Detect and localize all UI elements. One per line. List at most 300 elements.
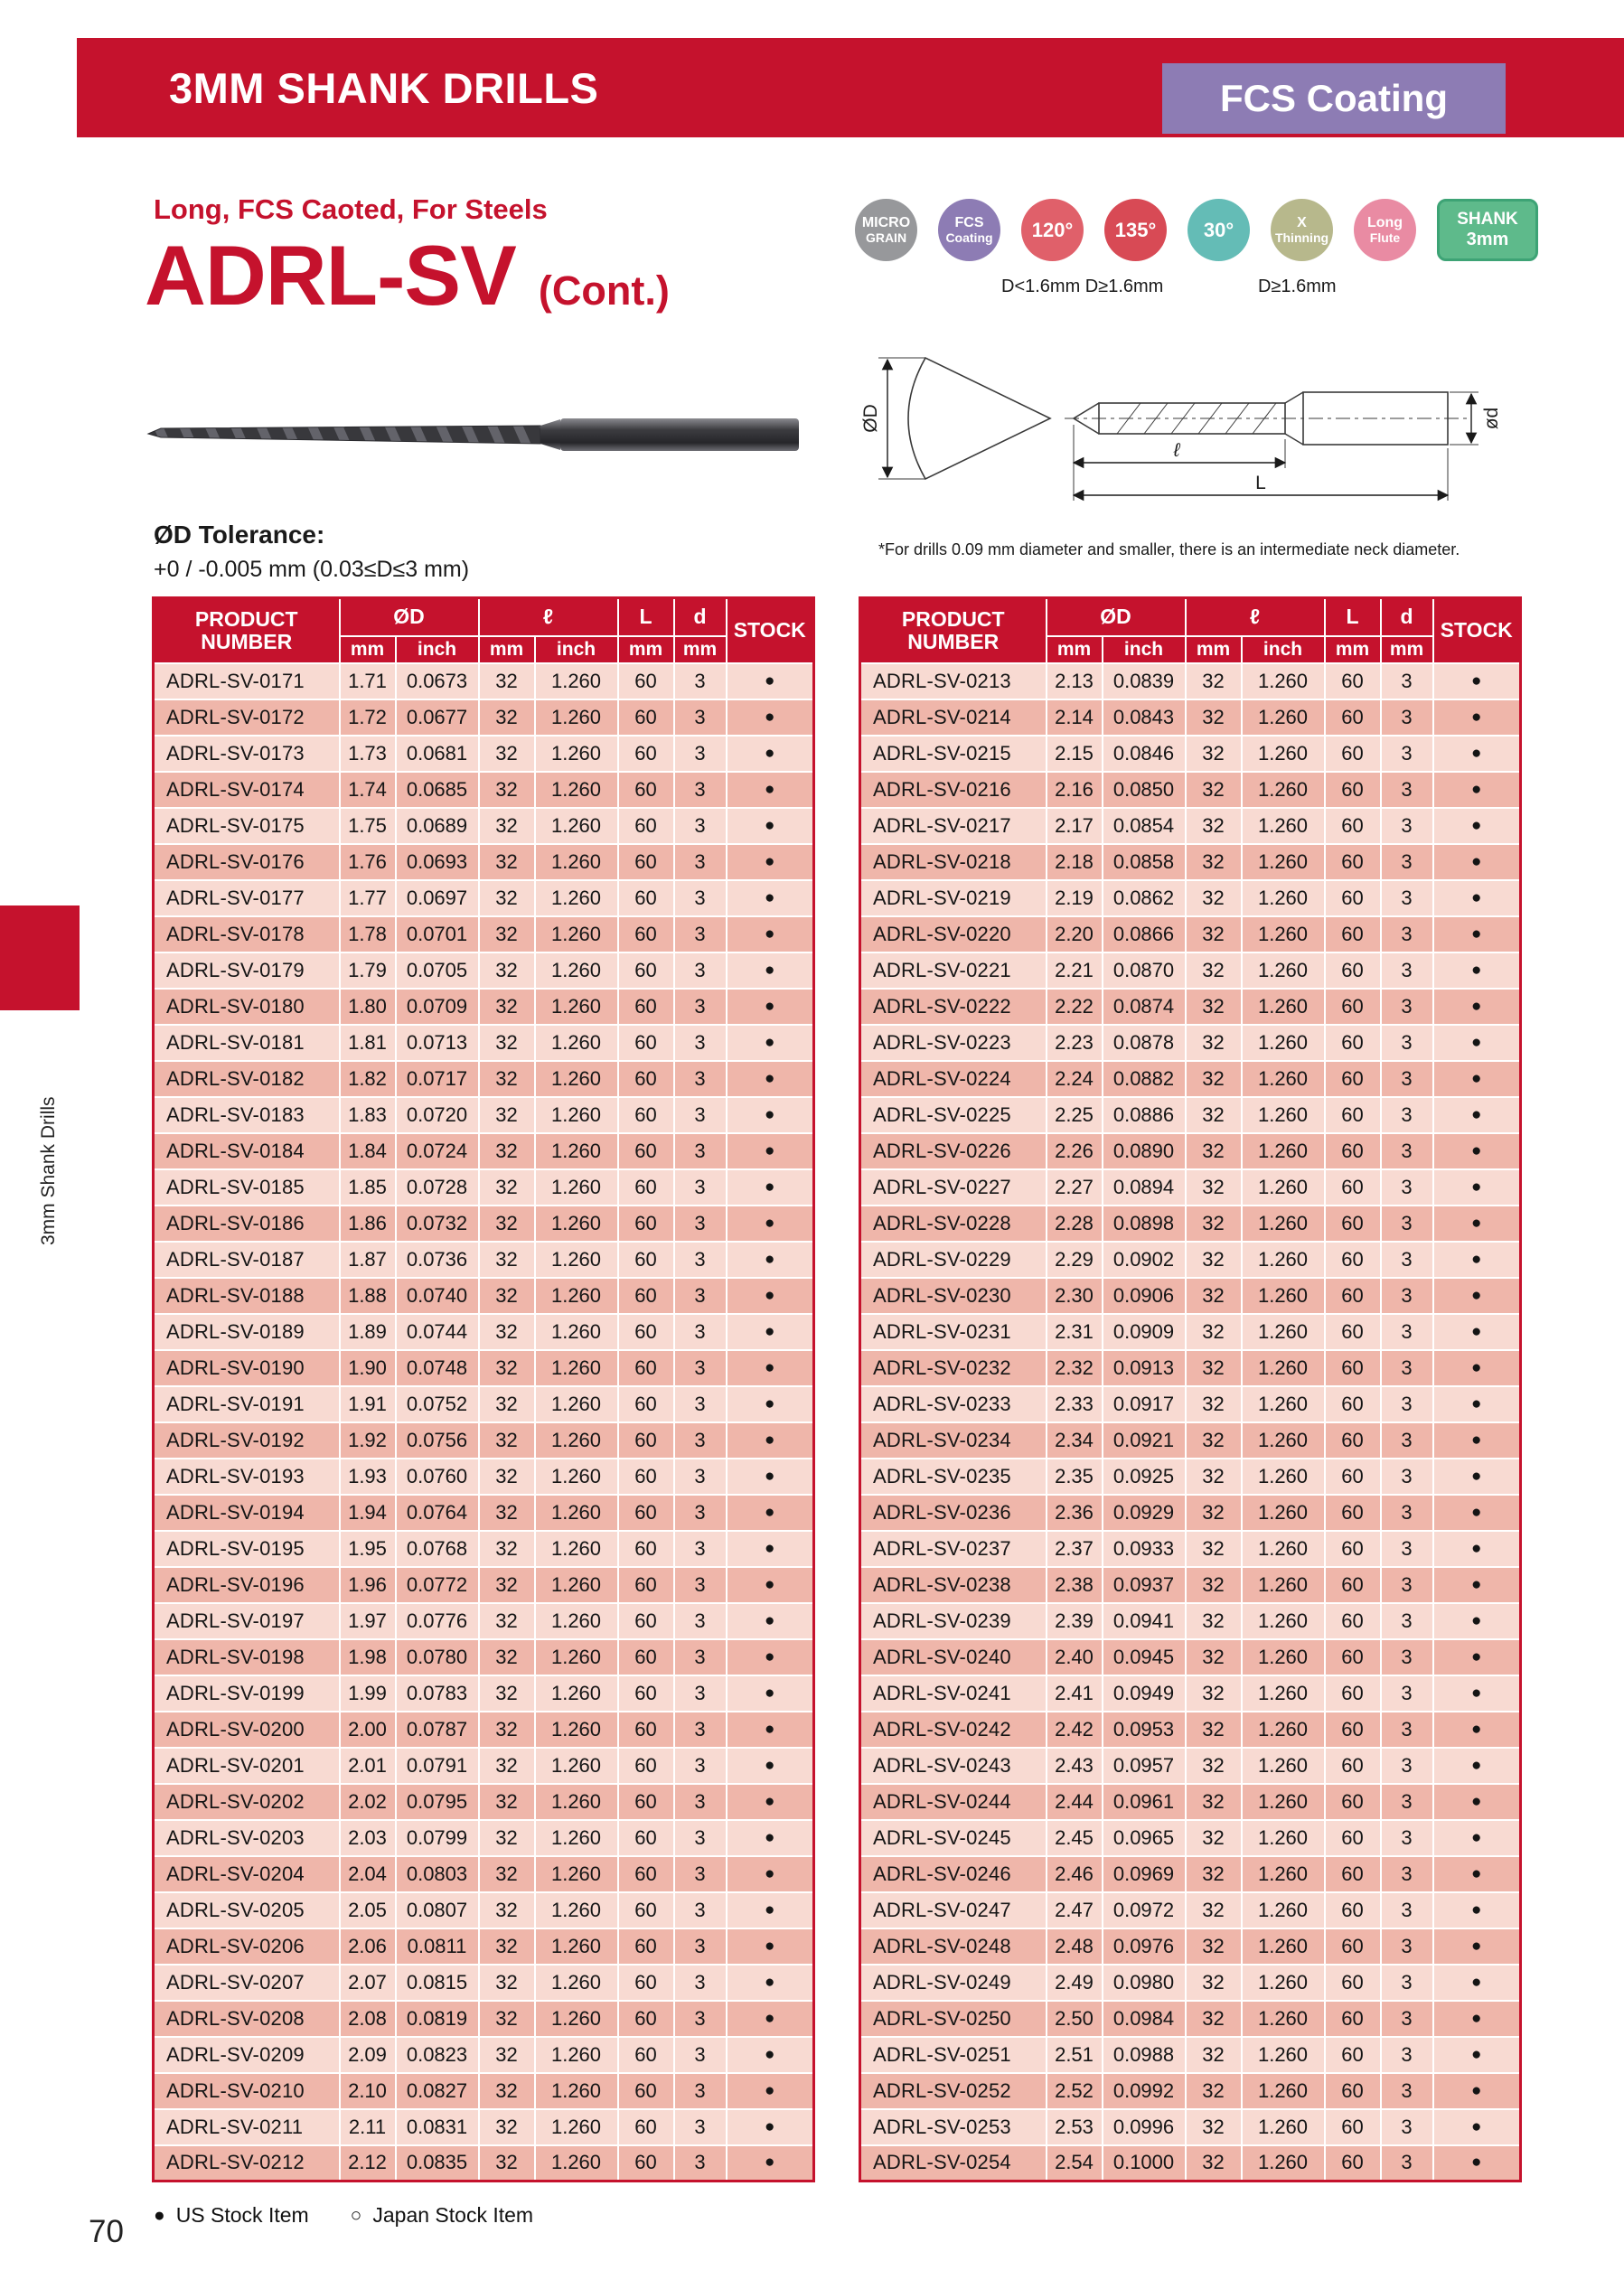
product-number-cell: ADRL-SV-0178 [154, 916, 340, 952]
product-number-cell: ADRL-SV-0202 [154, 1784, 340, 1820]
spec-value-cell: 1.260 [1242, 736, 1325, 772]
spec-value-cell: 1.260 [1242, 1386, 1325, 1422]
table-row [860, 1169, 1521, 1206]
product-number-cell: ADRL-SV-0214 [860, 699, 1047, 736]
spec-value-cell: 32 [479, 2073, 535, 2109]
table-row [154, 880, 814, 916]
stock-dot: ● [1433, 1169, 1521, 1206]
stock-dot: ● [1433, 1748, 1521, 1784]
spec-value-cell: 2.03 [340, 1820, 396, 1856]
table-row [860, 1639, 1521, 1675]
spec-value-cell: 60 [1325, 916, 1381, 952]
spec-value-cell: 0.0819 [396, 2001, 479, 2037]
spec-value-cell: 60 [1325, 1459, 1381, 1495]
spec-value-cell: 1.260 [535, 916, 618, 952]
spec-value-cell: 1.260 [535, 1820, 618, 1856]
table-row [860, 1603, 1521, 1639]
spec-value-cell: 60 [1325, 1242, 1381, 1278]
spec-value-cell: 32 [1186, 2109, 1242, 2145]
spec-value-cell: 3 [674, 1965, 727, 2001]
spec-value-cell: 1.260 [1242, 1097, 1325, 1133]
spec-value-cell: 0.0972 [1103, 1892, 1186, 1928]
spec-value-cell: 32 [479, 1748, 535, 1784]
spec-value-cell: 0.0728 [396, 1169, 479, 1206]
spec-value-cell: 32 [479, 952, 535, 989]
spec-value-cell: 0.0732 [396, 1206, 479, 1242]
spec-value-cell: 32 [1186, 1495, 1242, 1531]
stock-dot: ● [727, 1856, 814, 1892]
table-row [154, 1133, 814, 1169]
table-row [860, 2145, 1521, 2181]
spec-value-cell: 60 [618, 1061, 674, 1097]
spec-value-cell: 2.44 [1047, 1784, 1103, 1820]
page-number: 70 [89, 2214, 124, 2249]
spec-value-cell: 1.91 [340, 1386, 396, 1422]
spec-value-cell: 32 [479, 1133, 535, 1169]
stock-dot: ● [1433, 1495, 1521, 1531]
product-number-cell: ADRL-SV-0228 [860, 1206, 1047, 1242]
spec-value-cell: 2.21 [1047, 952, 1103, 989]
spec-value-cell: 1.83 [340, 1097, 396, 1133]
stock-dot: ● [727, 1892, 814, 1928]
point-angle-note: D<1.6mm D≥1.6mm [1001, 277, 1164, 296]
thinning-note: D≥1.6mm [1258, 277, 1337, 296]
product-number-cell: ADRL-SV-0229 [860, 1242, 1047, 1278]
feature-label-bottom: GRAIN [865, 230, 907, 245]
table-row [154, 1712, 814, 1748]
spec-value-cell: 1.260 [1242, 1495, 1325, 1531]
spec-value-cell: 3 [674, 736, 727, 772]
spec-value-cell: 1.260 [1242, 2073, 1325, 2109]
spec-value-cell: 2.34 [1047, 1422, 1103, 1459]
product-number-cell: ADRL-SV-0173 [154, 736, 340, 772]
spec-value-cell: 1.260 [535, 1856, 618, 1892]
spec-value-cell: 3 [1381, 1567, 1433, 1603]
spec-value-cell: 32 [479, 1097, 535, 1133]
micro-grain-icon [855, 199, 917, 261]
spec-value-cell: 3 [674, 1675, 727, 1712]
spec-value-cell: 1.260 [535, 699, 618, 736]
spec-value-cell: 1.260 [1242, 1567, 1325, 1603]
product-number-cell: ADRL-SV-0176 [154, 844, 340, 880]
spec-value-cell: 3 [674, 1025, 727, 1061]
spec-value-cell: 60 [1325, 1675, 1381, 1712]
spec-value-cell: 0.0909 [1103, 1314, 1186, 1350]
spec-value-cell: 1.260 [535, 736, 618, 772]
spec-value-cell: 3 [674, 1531, 727, 1567]
spec-value-cell: 3 [1381, 2073, 1433, 2109]
spec-value-cell: 3 [1381, 2037, 1433, 2073]
series-name: ADRL-SV [145, 228, 516, 323]
spec-value-cell: 60 [1325, 1314, 1381, 1350]
spec-value-cell: 1.260 [1242, 1278, 1325, 1314]
spec-value-cell: 3 [1381, 1531, 1433, 1567]
spec-value-cell: 0.0697 [396, 880, 479, 916]
spec-value-cell: 3 [1381, 1459, 1433, 1495]
spec-value-cell: 3 [674, 1169, 727, 1206]
spec-value-cell: 0.0783 [396, 1675, 479, 1712]
spec-value-cell: 1.260 [535, 1314, 618, 1350]
spec-value-cell: 32 [1186, 1169, 1242, 1206]
spec-value-cell: 1.260 [1242, 2037, 1325, 2073]
spec-value-cell: 60 [618, 1422, 674, 1459]
spec-value-cell: 0.0795 [396, 1784, 479, 1820]
spec-value-cell: 60 [618, 1206, 674, 1242]
stock-dot: ● [727, 1965, 814, 2001]
spec-value-cell: 1.260 [1242, 1639, 1325, 1675]
spec-value-cell: 60 [1325, 952, 1381, 989]
spec-value-cell: 0.0890 [1103, 1133, 1186, 1169]
spec-value-cell: 3 [674, 2037, 727, 2073]
spec-value-cell: 60 [1325, 1928, 1381, 1965]
spec-value-cell: 2.06 [340, 1928, 396, 1965]
spec-value-cell: 2.38 [1047, 1567, 1103, 1603]
diagram-footnote: *For drills 0.09 mm diameter and smaller, there is an intermediate neck diameter. [878, 540, 1460, 558]
diagram-flute-label: ℓ [1173, 440, 1180, 461]
spec-value-cell: 32 [1186, 1350, 1242, 1386]
stock-dot: ● [727, 1025, 814, 1061]
spec-value-cell: 60 [1325, 1531, 1381, 1567]
table-row [154, 1386, 814, 1422]
stock-dot: ● [1433, 1820, 1521, 1856]
spec-value-cell: 1.260 [535, 1097, 618, 1133]
spec-value-cell: 32 [479, 663, 535, 699]
spec-value-cell: 32 [479, 1892, 535, 1928]
product-number-cell: ADRL-SV-0204 [154, 1856, 340, 1892]
spec-value-cell: 3 [1381, 1892, 1433, 1928]
spec-value-cell: 60 [618, 2145, 674, 2181]
spec-value-cell: 1.260 [1242, 1459, 1325, 1495]
spec-value-cell: 60 [1325, 1422, 1381, 1459]
spec-value-cell: 60 [1325, 1856, 1381, 1892]
spec-value-cell: 3 [1381, 1856, 1433, 1892]
spec-value-cell: 32 [479, 772, 535, 808]
spec-value-cell: 0.0969 [1103, 1856, 1186, 1892]
unit-header: inch [1103, 636, 1186, 663]
spec-value-cell: 2.13 [1047, 663, 1103, 699]
spec-value-cell: 60 [618, 808, 674, 844]
product-number-cell: ADRL-SV-0221 [860, 952, 1047, 989]
stock-dot: ● [1433, 1892, 1521, 1928]
spec-value-cell: 1.260 [535, 1061, 618, 1097]
product-number-cell: ADRL-SV-0227 [860, 1169, 1047, 1206]
spec-value-cell: 32 [1186, 1242, 1242, 1278]
table-row [860, 1712, 1521, 1748]
spec-value-cell: 32 [479, 1061, 535, 1097]
spec-value-cell: 60 [618, 2073, 674, 2109]
unit-header: mm [1381, 636, 1433, 663]
table-row [860, 880, 1521, 916]
spec-value-cell: 1.76 [340, 844, 396, 880]
spec-value-cell: 3 [1381, 1748, 1433, 1784]
spec-value-cell: 0.0866 [1103, 916, 1186, 952]
table-row [860, 1025, 1521, 1061]
spec-value-cell: 1.260 [1242, 1965, 1325, 2001]
spec-value-cell: 1.260 [1242, 1206, 1325, 1242]
spec-value-cell: 0.0984 [1103, 2001, 1186, 2037]
stock-dot: ● [727, 1169, 814, 1206]
stock-dot: ● [1433, 1025, 1521, 1061]
spec-value-cell: 0.0740 [396, 1278, 479, 1314]
stock-dot: ● [727, 952, 814, 989]
product-number-cell: ADRL-SV-0183 [154, 1097, 340, 1133]
product-number-cell: ADRL-SV-0208 [154, 2001, 340, 2037]
spec-value-cell: 2.01 [340, 1748, 396, 1784]
unit-header: mm [340, 636, 396, 663]
spec-value-cell: 1.74 [340, 772, 396, 808]
stock-dot: ● [1433, 1206, 1521, 1242]
spec-value-cell: 2.36 [1047, 1495, 1103, 1531]
diagram-od-label: ØD [860, 404, 881, 433]
spec-value-cell: 32 [479, 1350, 535, 1386]
spec-value-cell: 0.0917 [1103, 1386, 1186, 1422]
product-number-cell: ADRL-SV-0241 [860, 1675, 1047, 1712]
spec-value-cell: 32 [479, 1567, 535, 1603]
table-row [154, 736, 814, 772]
spec-value-cell: 1.260 [535, 1169, 618, 1206]
stock-dot: ● [727, 2037, 814, 2073]
spec-value-cell: 1.260 [535, 1748, 618, 1784]
spec-value-cell: 3 [1381, 2109, 1433, 2145]
stock-dot: ● [1433, 663, 1521, 699]
stock-dot: ● [727, 1061, 814, 1097]
spec-value-cell: 60 [618, 1025, 674, 1061]
spec-value-cell: 2.48 [1047, 1928, 1103, 1965]
spec-value-cell: 0.0839 [1103, 663, 1186, 699]
spec-value-cell: 1.260 [1242, 2109, 1325, 2145]
spec-value-cell: 3 [674, 844, 727, 880]
spec-value-cell: 32 [479, 1495, 535, 1531]
table-row [860, 1675, 1521, 1712]
spec-value-cell: 0.0858 [1103, 844, 1186, 880]
table-row [154, 1061, 814, 1097]
unit-header: mm [1325, 636, 1381, 663]
spec-value-cell: 32 [1186, 1675, 1242, 1712]
spec-value-cell: 2.05 [340, 1892, 396, 1928]
spec-value-cell: 3 [674, 1386, 727, 1422]
unit-header: mm [1047, 636, 1103, 663]
spec-value-cell: 60 [1325, 844, 1381, 880]
unit-header: inch [1242, 636, 1325, 663]
spec-value-cell: 1.260 [1242, 1856, 1325, 1892]
product-number-cell: ADRL-SV-0235 [860, 1459, 1047, 1495]
spec-value-cell: 0.0988 [1103, 2037, 1186, 2073]
spec-value-cell: 1.260 [535, 1459, 618, 1495]
helix-angle-30-icon [1187, 199, 1250, 261]
spec-value-cell: 32 [1186, 1748, 1242, 1784]
table-row [860, 1097, 1521, 1133]
spec-value-cell: 32 [479, 1386, 535, 1422]
col-stock-header: STOCK [727, 598, 814, 663]
product-number-cell: ADRL-SV-0249 [860, 1965, 1047, 2001]
spec-value-cell: 2.54 [1047, 2145, 1103, 2181]
spec-value-cell: 1.99 [340, 1675, 396, 1712]
stock-dot: ● [1433, 1639, 1521, 1675]
spec-value-cell: 3 [1381, 1603, 1433, 1639]
spec-value-cell: 1.85 [340, 1169, 396, 1206]
stock-dot: ● [1433, 2073, 1521, 2109]
spec-value-cell: 32 [479, 880, 535, 916]
feature-label-bottom: Flute [1369, 230, 1401, 245]
product-number-cell: ADRL-SV-0184 [154, 1133, 340, 1169]
product-number-cell: ADRL-SV-0201 [154, 1748, 340, 1784]
stock-dot: ● [1433, 1784, 1521, 1820]
spec-value-cell: 3 [674, 2145, 727, 2181]
table-row [154, 1965, 814, 2001]
spec-value-cell: 32 [479, 1965, 535, 2001]
spec-value-cell: 60 [1325, 1784, 1381, 1820]
stock-dot: ● [1433, 1712, 1521, 1748]
spec-value-cell: 3 [674, 989, 727, 1025]
spec-value-cell: 3 [1381, 699, 1433, 736]
product-number-cell: ADRL-SV-0187 [154, 1242, 340, 1278]
spec-value-cell: 1.78 [340, 916, 396, 952]
product-number-cell: ADRL-SV-0243 [860, 1748, 1047, 1784]
feature-label-bottom: Thinning [1274, 230, 1329, 245]
spec-value-cell: 60 [618, 1712, 674, 1748]
spec-value-cell: 3 [674, 1242, 727, 1278]
table-row [860, 989, 1521, 1025]
spec-value-cell: 1.260 [1242, 1820, 1325, 1856]
table-row [154, 1025, 814, 1061]
table-row [860, 844, 1521, 880]
spec-value-cell: 32 [1186, 1603, 1242, 1639]
spec-value-cell: 0.0965 [1103, 1820, 1186, 1856]
table-row [154, 1278, 814, 1314]
spec-value-cell: 0.0780 [396, 1639, 479, 1675]
table-row [154, 1495, 814, 1531]
spec-value-cell: 32 [479, 1639, 535, 1675]
product-number-cell: ADRL-SV-0216 [860, 772, 1047, 808]
stock-dot: ● [727, 1242, 814, 1278]
product-number-cell: ADRL-SV-0192 [154, 1422, 340, 1459]
col-oal-header: L [618, 598, 674, 636]
spec-value-cell: 0.0906 [1103, 1278, 1186, 1314]
spec-value-cell: 3 [674, 1784, 727, 1820]
spec-value-cell: 2.22 [1047, 989, 1103, 1025]
spec-value-cell: 32 [479, 1712, 535, 1748]
stock-dot: ● [727, 736, 814, 772]
spec-value-cell: 60 [1325, 2001, 1381, 2037]
spec-value-cell: 3 [1381, 952, 1433, 989]
spec-value-cell: 32 [1186, 952, 1242, 989]
table-row [860, 1748, 1521, 1784]
spec-value-cell: 0.0720 [396, 1097, 479, 1133]
spec-value-cell: 1.260 [1242, 1169, 1325, 1206]
spec-value-cell: 32 [1186, 1097, 1242, 1133]
table-row [154, 1350, 814, 1386]
col-od-header: ØD [1047, 598, 1186, 636]
spec-table-right [859, 596, 1522, 2182]
spec-value-cell: 0.0874 [1103, 989, 1186, 1025]
table-row [154, 1784, 814, 1820]
spec-value-cell: 32 [479, 736, 535, 772]
spec-value-cell: 3 [674, 2073, 727, 2109]
spec-value-cell: 60 [1325, 1820, 1381, 1856]
spec-value-cell: 0.0846 [1103, 736, 1186, 772]
spec-value-cell: 60 [618, 1748, 674, 1784]
spec-value-cell: 2.20 [1047, 916, 1103, 952]
spec-value-cell: 1.260 [1242, 1350, 1325, 1386]
spec-value-cell: 32 [479, 1784, 535, 1820]
spec-value-cell: 1.260 [1242, 1133, 1325, 1169]
spec-value-cell: 1.260 [1242, 989, 1325, 1025]
spec-value-cell: 3 [674, 2109, 727, 2145]
spec-value-cell: 0.0894 [1103, 1169, 1186, 1206]
spec-value-cell: 1.260 [1242, 2001, 1325, 2037]
spec-value-cell: 3 [1381, 1061, 1433, 1097]
spec-value-cell: 3 [674, 1495, 727, 1531]
stock-dot: ● [727, 844, 814, 880]
spec-value-cell: 1.260 [535, 1784, 618, 1820]
spec-value-cell: 2.47 [1047, 1892, 1103, 1928]
spec-value-cell: 1.260 [1242, 1892, 1325, 1928]
product-number-cell: ADRL-SV-0180 [154, 989, 340, 1025]
spec-value-cell: 0.0768 [396, 1531, 479, 1567]
spec-value-cell: 3 [1381, 2145, 1433, 2181]
table-row [154, 952, 814, 989]
table-row [154, 772, 814, 808]
spec-value-cell: 2.43 [1047, 1748, 1103, 1784]
spec-value-cell: 1.260 [535, 1422, 618, 1459]
spec-value-cell: 3 [674, 1278, 727, 1314]
spec-value-cell: 3 [674, 1350, 727, 1386]
spec-value-cell: 1.260 [535, 989, 618, 1025]
spec-value-cell: 3 [1381, 989, 1433, 1025]
feature-label-top: X [1297, 214, 1307, 230]
col-oal-header: L [1325, 598, 1381, 636]
spec-value-cell: 60 [1325, 1278, 1381, 1314]
stock-dot: ● [1433, 1603, 1521, 1639]
spec-value-cell: 32 [1186, 699, 1242, 736]
spec-value-cell: 1.260 [1242, 699, 1325, 736]
japan-stock-label: Japan Stock Item [372, 2203, 534, 2227]
spec-value-cell: 0.0831 [396, 2109, 479, 2145]
spec-value-cell: 1.260 [1242, 663, 1325, 699]
spec-value-cell: 3 [674, 1603, 727, 1639]
spec-value-cell: 0.0772 [396, 1567, 479, 1603]
spec-value-cell: 0.0701 [396, 916, 479, 952]
table-row [154, 1097, 814, 1133]
spec-value-cell: 0.0717 [396, 1061, 479, 1097]
unit-header: mm [1186, 636, 1242, 663]
table-row [860, 1531, 1521, 1567]
unit-header: mm [479, 636, 535, 663]
product-number-cell: ADRL-SV-0233 [860, 1386, 1047, 1422]
spec-value-cell: 32 [1186, 808, 1242, 844]
spec-value-cell: 3 [1381, 1169, 1433, 1206]
table-row [154, 1531, 814, 1567]
spec-value-cell: 1.81 [340, 1025, 396, 1061]
product-number-cell: ADRL-SV-0213 [860, 663, 1047, 699]
spec-value-cell: 3 [674, 1097, 727, 1133]
spec-value-cell: 0.0685 [396, 772, 479, 808]
spec-value-cell: 60 [618, 1459, 674, 1495]
spec-value-cell: 1.260 [1242, 880, 1325, 916]
stock-dot: ● [1433, 1350, 1521, 1386]
spec-value-cell: 32 [1186, 772, 1242, 808]
spec-value-cell: 3 [674, 916, 727, 952]
spec-value-cell: 32 [479, 1278, 535, 1314]
product-number-cell: ADRL-SV-0198 [154, 1639, 340, 1675]
table-row [860, 1892, 1521, 1928]
spec-value-cell: 0.0673 [396, 663, 479, 699]
spec-value-cell: 0.0713 [396, 1025, 479, 1061]
spec-value-cell: 2.50 [1047, 2001, 1103, 2037]
spec-value-cell: 2.11 [340, 2109, 396, 2145]
spec-value-cell: 0.0913 [1103, 1350, 1186, 1386]
spec-value-cell: 60 [618, 663, 674, 699]
